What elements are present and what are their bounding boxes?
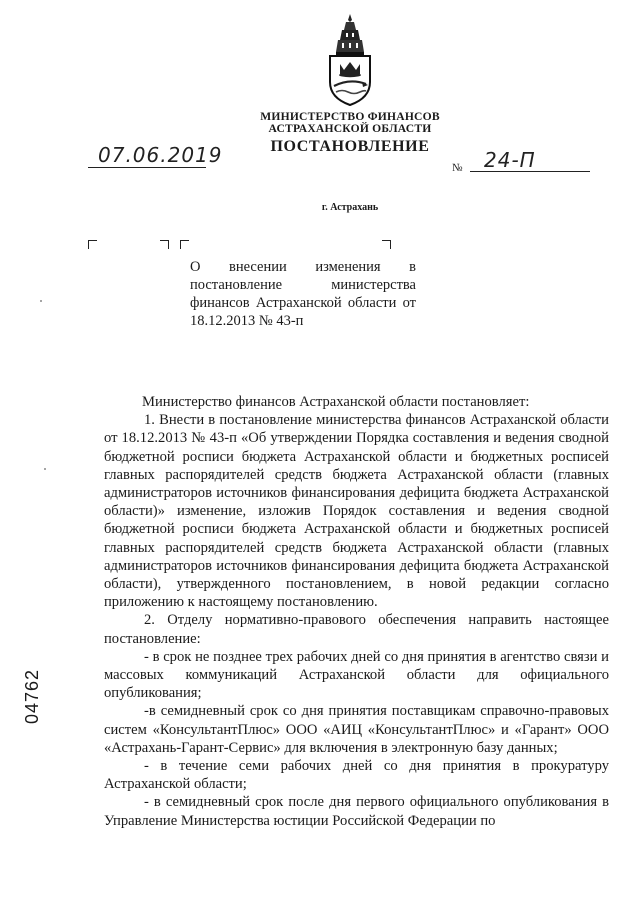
scan-speck xyxy=(44,468,46,470)
body-intro: Министерство финансов Астраханской области постановляет: xyxy=(142,394,530,410)
body-paragraph-2: 2. Отделу нормативно-правового обеспечения направить настоящее постановление: xyxy=(104,612,609,647)
bracket-corner-subject-right xyxy=(382,240,391,249)
body-paragraph-1: 1. Внести в постановление министерства финансов Астраханской области от 18.12.2013 № 43-п «Об утверждении Порядка составления и ведения сводной бюджетной росписи бюджета Астраханской области и бюджетных росписей главных распорядителей средств бюджета Астраханской области (главных администраторов источников финансирования дефицита бюджета Астраханской области)» изменение, изложив Порядок составления и ведения сводной бюджетной росписи бюджета Астраханской области и бюджетных росписей главных распорядителей средств бюджета Астраханской области (главных администраторов источников финансирования дефицита бюджета Астраханской области), утвержденного постановлением, в новой редакции согласно приложению к настоящему постановлению. xyxy=(104,412,609,611)
date-underline xyxy=(88,167,206,168)
bracket-corner-top-left xyxy=(88,240,97,249)
number-sign: № xyxy=(452,162,463,174)
bracket-corner-subject-left xyxy=(180,240,189,249)
scan-speck xyxy=(40,300,42,302)
bracket-corner-top-right xyxy=(160,240,169,249)
ministry-name-line2: АСТРАХАНСКОЙ ОБЛАСТИ xyxy=(268,122,432,135)
body-dash-item-3: - в течение семи рабочих дней со дня принятия в прокуратуру Астраханской области; xyxy=(104,758,609,793)
coat-of-arms-emblem xyxy=(322,12,378,108)
body-dash-item-4: - в семидневный срок после дня первого официального опубликования в Управление Министерства юстиции Российской Федерации по xyxy=(104,794,609,829)
city-name: г. Астрахань xyxy=(321,202,379,213)
document-type-title: ПОСТАНОВЛЕНИЕ xyxy=(270,138,430,155)
ministry-name-line1: МИНИСТЕРСТВО ФИНАНСОВ xyxy=(260,110,440,123)
document-body xyxy=(104,393,609,830)
number-underline xyxy=(470,171,590,172)
side-stamp-number: 04762 xyxy=(22,668,42,724)
document-subject: О внесении изменения в постановление министерства финансов Астраханской области от 18.12.2013 № 43-п xyxy=(190,259,416,329)
body-dash-item-1: - в срок не позднее трех рабочих дней со дня принятия в агентство связи и массовых коммуникаций Астраханской области для официального опубликования; xyxy=(104,648,609,702)
document-number: 24-П xyxy=(484,148,536,172)
body-dash-item-2: -в семидневный срок со дня принятия поставщикам справочно-правовых систем «КонсультантПлюс» ООО «АИЦ «КонсультантПлюс» и «Гарант» ООО «Астрахань-Гарант-Сервис» для включения в электронную базу данных; xyxy=(104,703,609,756)
document-date: 07.06.2019 xyxy=(98,143,223,167)
